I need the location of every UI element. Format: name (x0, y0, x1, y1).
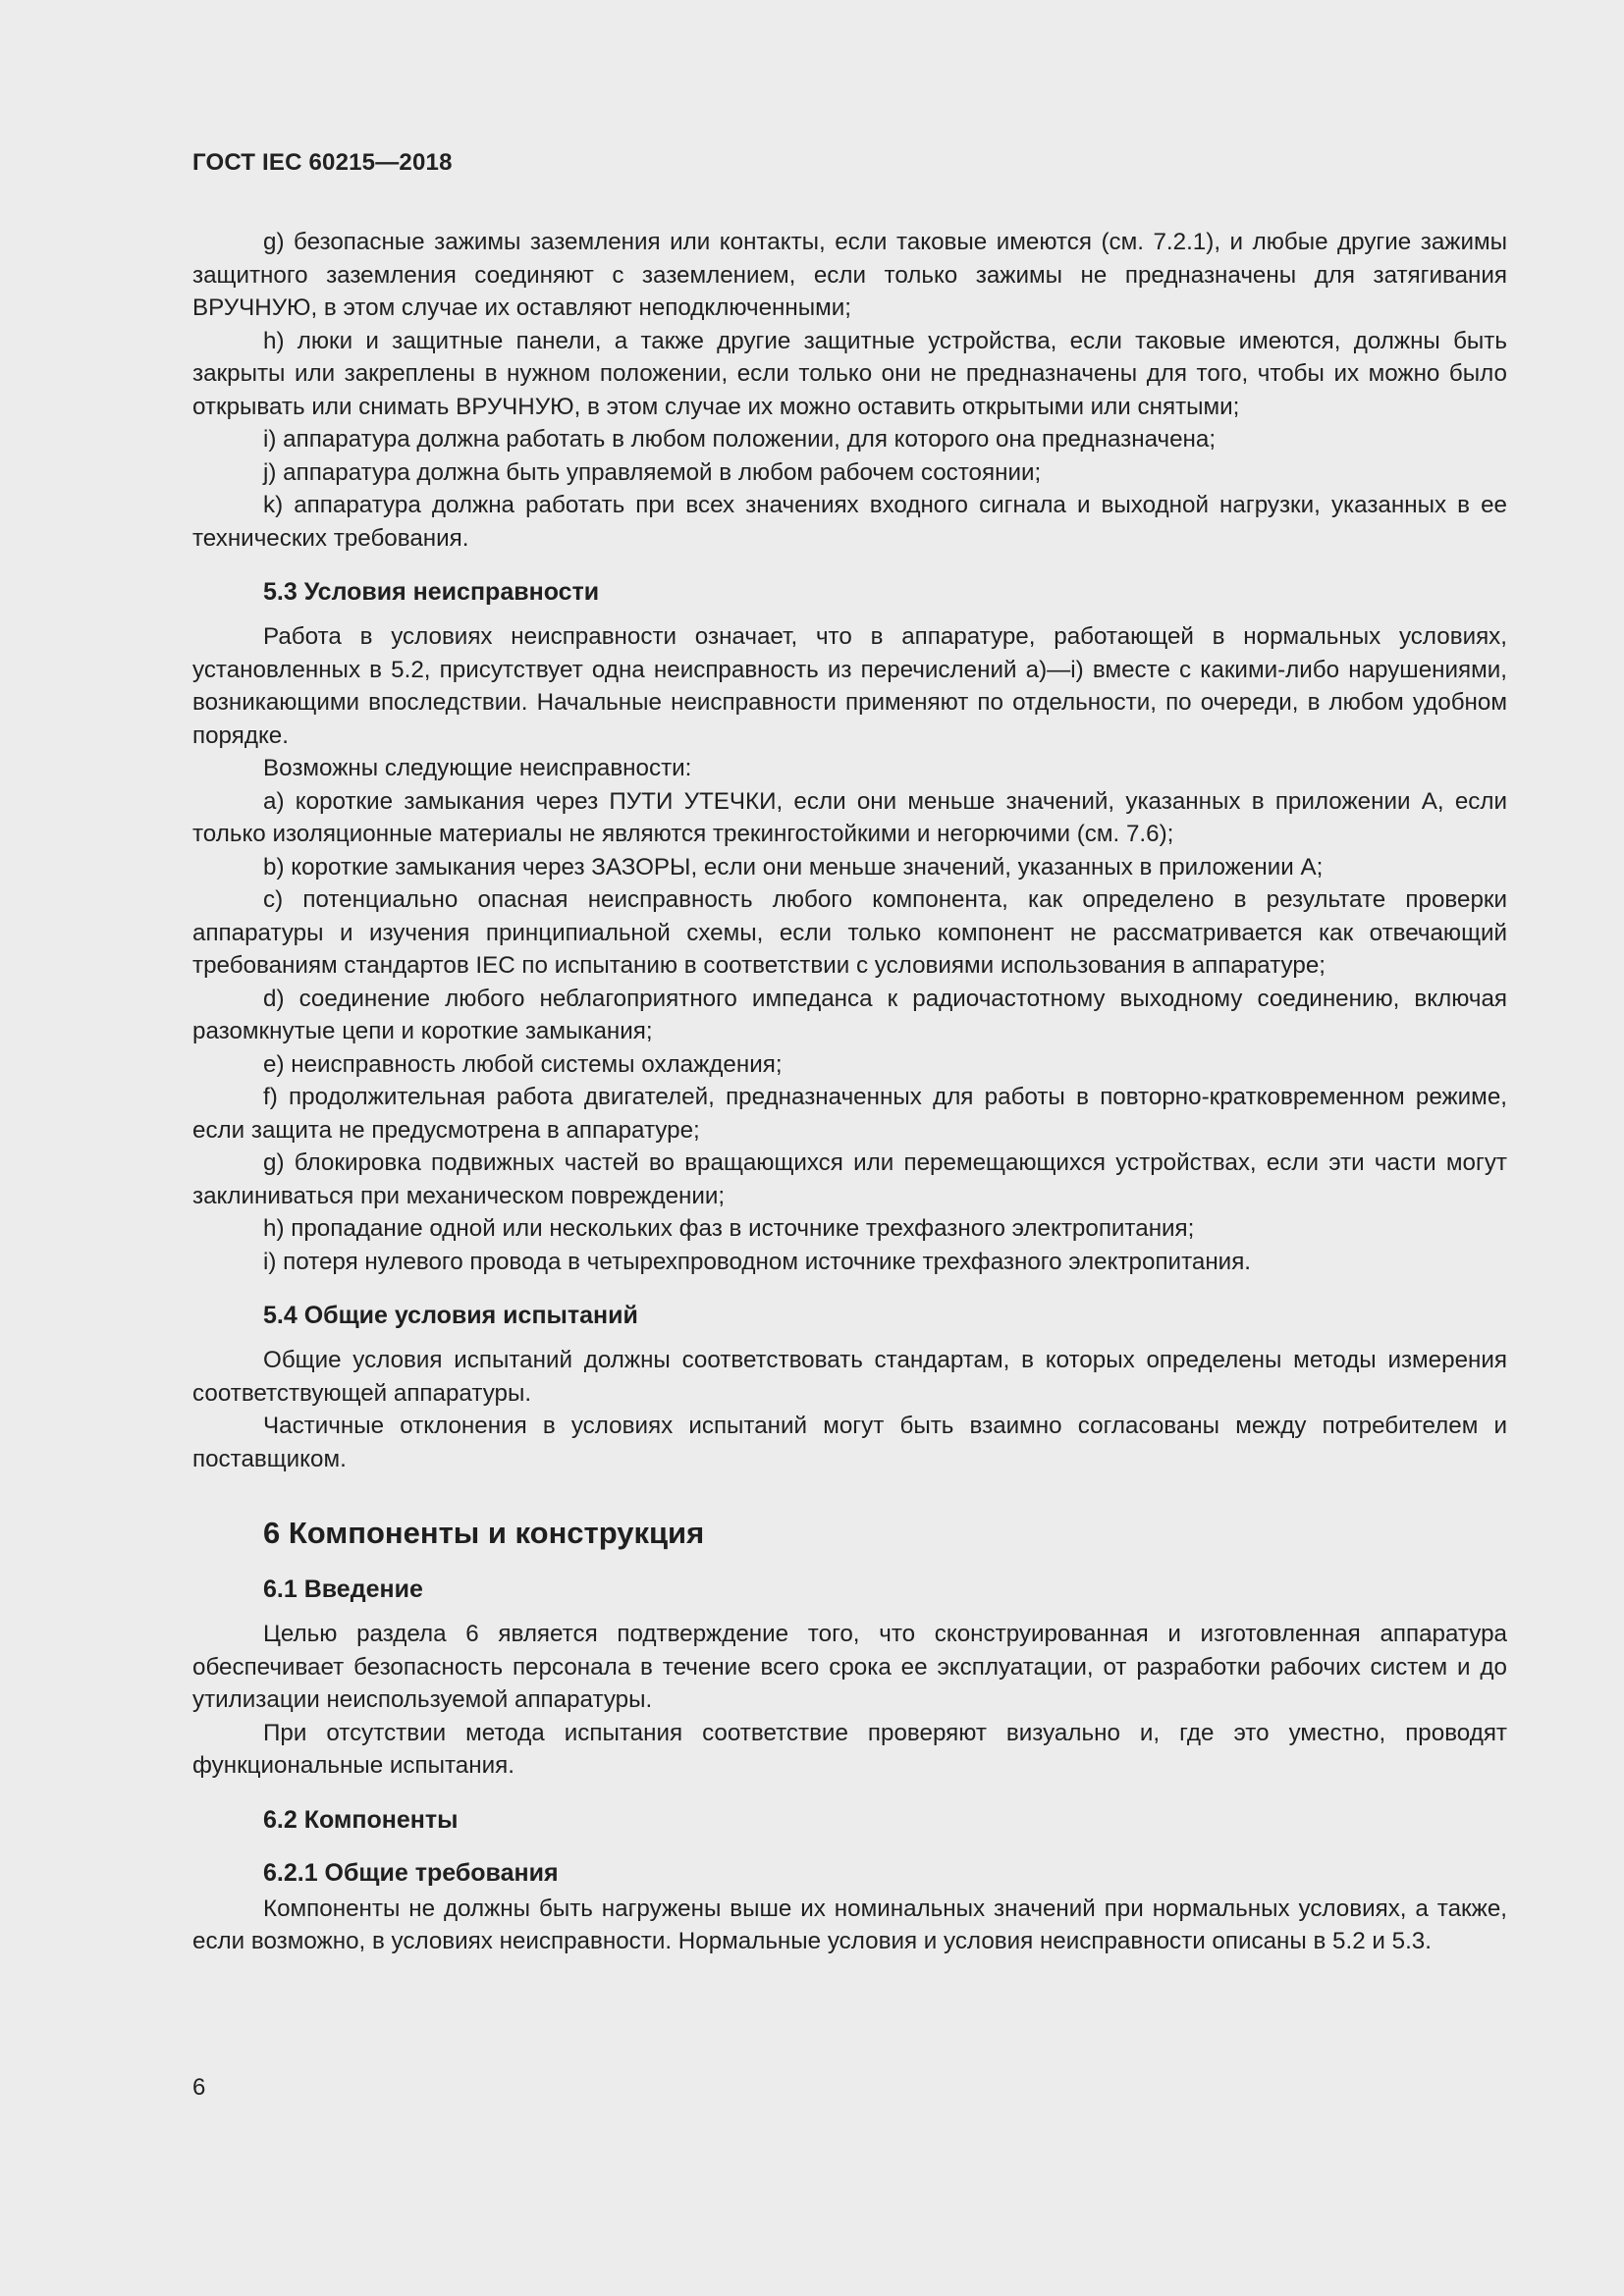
list-item-j: j) аппаратура должна быть управляемой в любом рабочем состоянии; (263, 458, 1042, 486)
section-6-2-1-heading: 6.2.1 Общие требования (263, 1858, 559, 1887)
fault-item-b: b) короткие замыкания через ЗАЗОРЫ, если они меньше значений, указанных в приложении А; (263, 853, 1324, 881)
section-6-1-paragraph-1: Целью раздела 6 является подтверждение того, что сконструированная и изготовленная аппаратура обеспечивает безопасность персонала в течение всего срока ее эксплуатации, от разработки рабочих систем и до утилизации неиспользуемой аппаратуры. (192, 1621, 1507, 1713)
section-6-1-paragraph-2: При отсутствии метода испытания соответствие проверяют визуально и, где это уместно, проводят функциональные испытания. (192, 1719, 1507, 1779)
section-5-4-paragraph-1: Общие условия испытаний должны соответствовать стандартам, в которых определены методы измерения соответствующей аппаратуры. (192, 1347, 1507, 1407)
fault-item-d: d) соединение любого неблагоприятного импеданса к радиочастотному выходному соединению, включая разомкнутые цепи и короткие замыкания; (192, 985, 1507, 1044)
list-item-g: g) безопасные зажимы заземления или контакты, если таковые имеются (см. 7.2.1), и любые другие зажимы защитного заземления соединяют с заземлением, если только зажимы не предназначены для затягивания ВРУЧНУЮ, в этом случае их оставляют неподключенными; (192, 229, 1507, 321)
list-item-i: i) аппаратура должна работать в любом положении, для которого она предназначена; (263, 426, 1217, 453)
section-6-heading: 6 Компоненты и конструкция (263, 1516, 705, 1550)
fault-item-a: а) короткие замыкания через ПУТИ УТЕЧКИ, если они меньше значений, указанных в приложении А, если только изоляционные материалы не являются трекингостойкими и негорючими (см. 7.6); (192, 787, 1507, 847)
fault-item-i: i) потеря нулевого провода в четырехпроводном источнике трехфазного электропитания. (263, 1248, 1252, 1275)
fault-item-f: f) продолжительная работа двигателей, предназначенных для работы в повторно-кратковременном режиме, если защита не предусмотрена в аппаратуре; (192, 1084, 1507, 1144)
page-number: 6 (192, 2074, 206, 2101)
section-6-1-heading: 6.1 Введение (263, 1575, 423, 1603)
section-5-4-heading: 5.4 Общие условия испытаний (263, 1302, 638, 1329)
section-5-3-paragraph: Работа в условиях неисправности означает, что в аппаратуре, работающей в нормальных условиях, установленных в 5.2, присутствует одна неисправность из перечислений а)—i) вместе с какими-либо нарушениями, возникающими впоследствии. Начальные неисправности применяют по отдельности, по очереди, в любом удобном порядке. (192, 623, 1507, 749)
fault-item-g: g) блокировка подвижных частей во вращающихся или перемещающихся устройствах, если эти части могут заклиниваться при механическом повреждении; (192, 1149, 1507, 1209)
section-5-4-paragraph-2: Частичные отклонения в условиях испытаний могут быть взаимно согласованы между потребителем и поставщиком. (192, 1413, 1507, 1472)
page-body (192, 226, 1507, 1958)
section-6-2-1-paragraph: Компоненты не должны быть нагружены выше их номинальных значений при нормальных условиях, а также, если возможно, в условиях неисправности. Нормальные условия и условия неисправности описаны в 5.2 и 5.3. (192, 1895, 1507, 1954)
section-5-3-list-intro: Возможны следующие неисправности: (263, 755, 692, 781)
list-item-h: h) люки и защитные панели, а также другие защитные устройства, если таковые имеются, должны быть закрыты или закреплены в нужном положении, если только они не предназначены для того, чтобы их можно было открывать или снимать ВРУЧНУЮ, в этом случае их можно оставить открытыми или снятыми; (192, 327, 1507, 420)
document-header: ГОСТ IEC 60215—2018 (192, 149, 453, 176)
list-item-k: k) аппаратура должна работать при всех значениях входного сигнала и выходной нагрузки, указанных в ее технических требования. (192, 492, 1507, 552)
fault-item-e: е) неисправность любой системы охлаждения; (263, 1050, 783, 1078)
fault-item-c: с) потенциально опасная неисправность любого компонента, как определено в результате проверки аппаратуры и изучения принципиальной схемы, если только компонент не рассматривается как отвечающий требованиям стандартов IEC по испытанию в соответствии с условиями использования в аппаратуре; (192, 886, 1507, 979)
fault-item-h: h) пропадание одной или нескольких фаз в источнике трехфазного электропитания; (263, 1215, 1195, 1242)
section-5-3-heading: 5.3 Условия неисправности (263, 578, 600, 606)
section-6-2-heading: 6.2 Компоненты (263, 1805, 459, 1834)
